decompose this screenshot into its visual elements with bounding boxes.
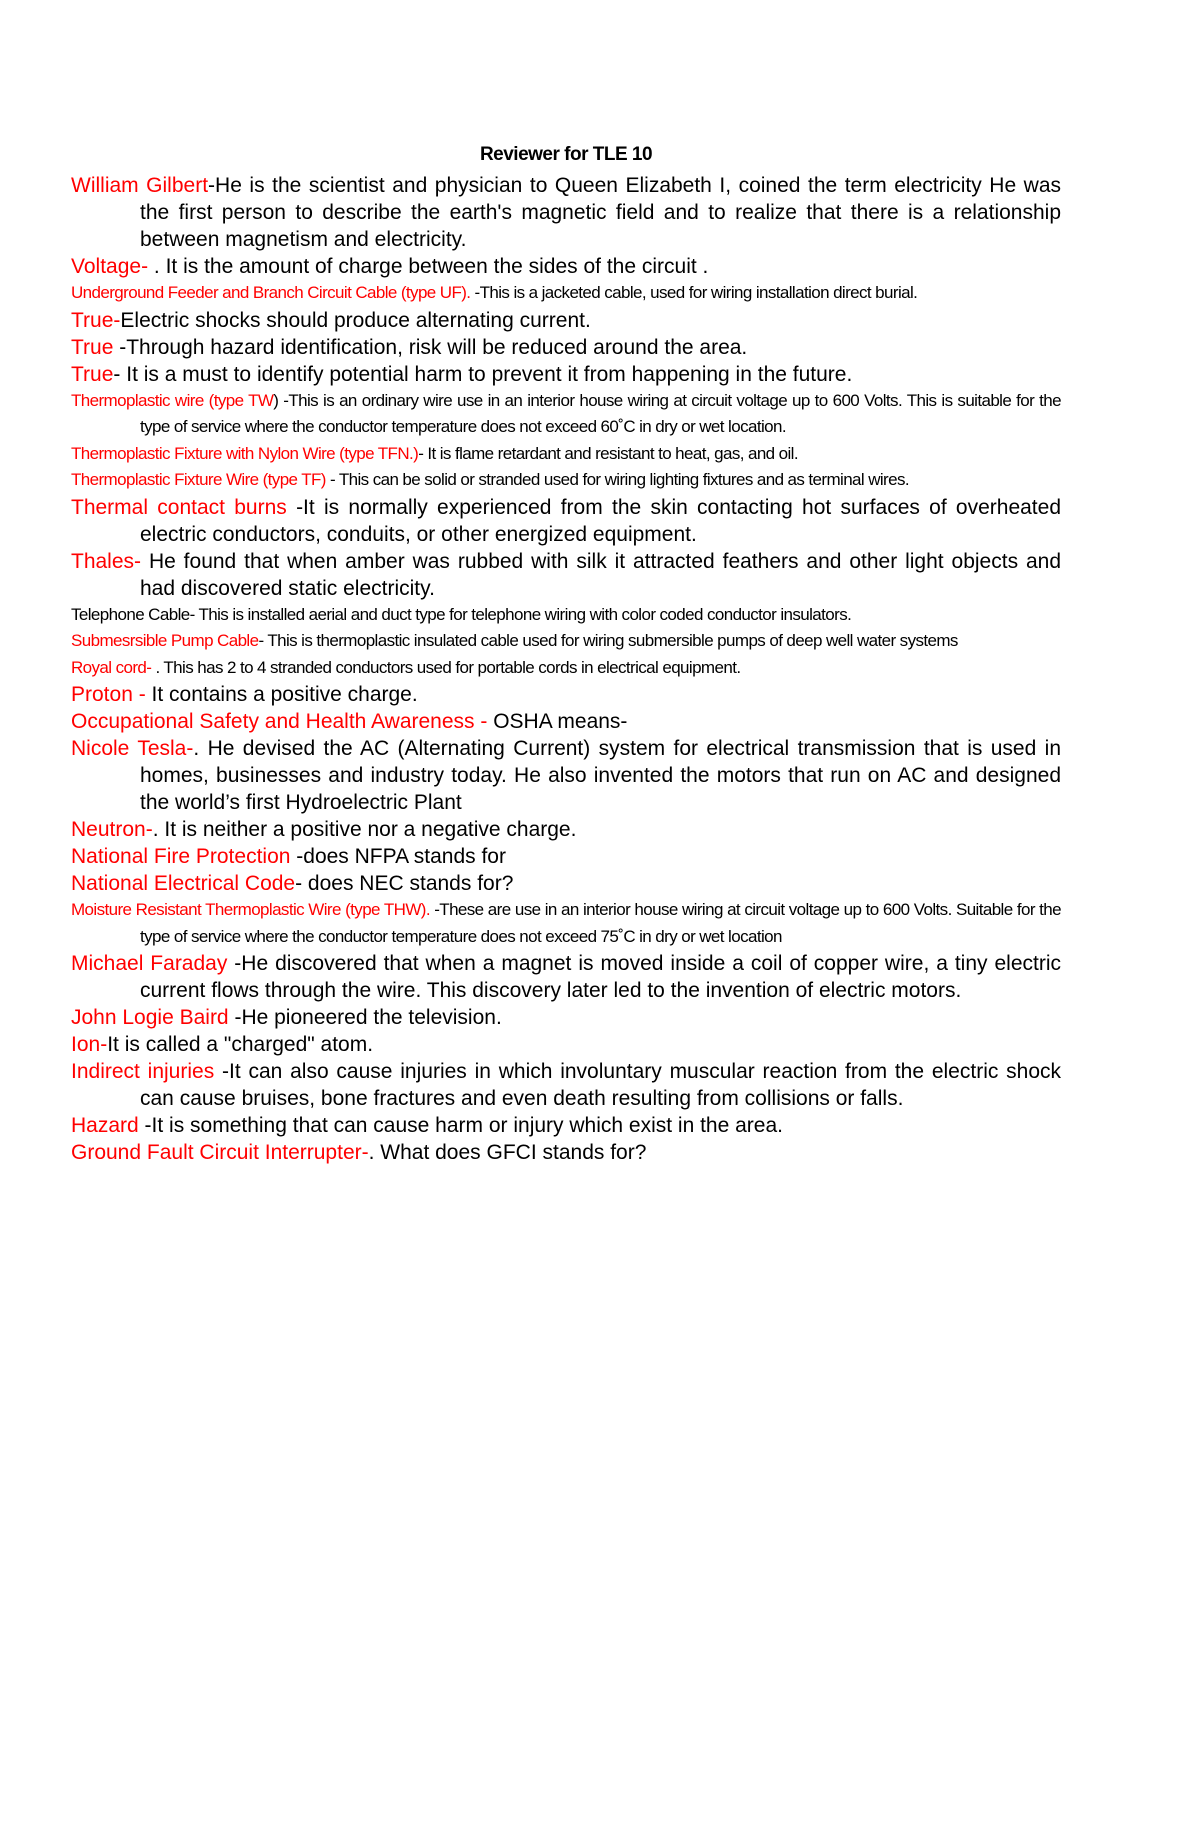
entry-term: Occupational Safety and Health Awareness - — [71, 710, 494, 733]
entry-description: -He pioneered the television. — [234, 1006, 502, 1029]
entry — [71, 172, 1061, 253]
entry-description: He found that when amber was rubbed with silk it attracted feathers and other light objects and had discovered static electricity. — [140, 549, 1062, 600]
entry-term: True — [71, 335, 120, 359]
entry-description: . He devised the AC (Alternating Current) system for electrical transmission that is used in homes, businesses and industry today. He also invented the motors that run on AC and designed the world’s first Hydroelectric Plant — [140, 737, 1062, 814]
entry-term: National Fire Protection — [71, 845, 297, 868]
entry — [71, 334, 1061, 361]
entry-description: ) -This is an ordinary wire use in an interior house wiring at circuit voltage up to 600 Volts. This is suitable for the type of service where the conductor temperature does not exceed 60˚C in dry or wet location. — [140, 390, 1061, 436]
entry-term: Underground Feeder and Branch Circuit Cable (type UF). — [71, 283, 471, 302]
entry-term: True — [71, 362, 114, 386]
entry-description: - It is a must to identify potential harm to prevent it from happening in the future. — [113, 362, 853, 386]
entry-description: - This can be solid or stranded used for wiring lighting fixtures and as terminal wires. — [325, 470, 909, 489]
entry — [71, 628, 1061, 655]
entry-description: . This has 2 to 4 stranded conductors used for portable cords in electrical equipment. — [155, 657, 741, 677]
entry-term: William Gilbert — [71, 174, 209, 197]
entry — [71, 388, 1061, 441]
entry-term: National Electrical Code — [71, 872, 296, 895]
entry-description: - It is flame retardant and resistant to heat, gas, and oil. — [418, 443, 798, 463]
entry-term: Voltage- — [71, 255, 154, 278]
entry-description: -does NFPA stands for — [296, 845, 506, 868]
entry — [71, 280, 1061, 307]
entry — [71, 1058, 1061, 1112]
entry-description: -Through hazard identification, risk will be reduced around the area. — [119, 335, 748, 359]
entry — [71, 1031, 1061, 1058]
document-title: Reviewer for TLE 10 — [479, 144, 653, 165]
entry — [71, 1139, 1061, 1166]
entry — [71, 307, 1061, 334]
entry-term: Thermoplastic wire (type TW — [71, 390, 274, 410]
entry — [71, 602, 1061, 629]
entry-list — [71, 172, 1061, 1166]
entry-term: Ground Fault Circuit Interrupter- — [71, 1141, 369, 1164]
entry-term: Indirect injuries — [71, 1060, 222, 1083]
entry — [71, 441, 1061, 468]
entry-description: . It is the amount of charge between the sides of the circuit . — [153, 255, 709, 278]
entry-description: -This is a jacketed cable, used for wiring installation direct burial. — [470, 283, 918, 302]
entry-description: Electric shocks should produce alternating current. — [120, 308, 591, 332]
entry — [71, 1112, 1061, 1139]
entry-term: Thermal contact burns — [71, 495, 297, 519]
entry-description: -These are use in an interior house wiring at circuit voltage up to 600 Volts. Suitable for the type of service where the conductor temperature does not exceed 75˚C in dry or wet location — [140, 900, 1061, 946]
document-page — [71, 142, 1061, 1166]
entry — [71, 253, 1061, 280]
entry — [71, 494, 1061, 548]
entry — [71, 816, 1061, 843]
entry-term: Thermoplastic Fixture with Nylon Wire (type TFN.) — [71, 443, 419, 463]
entry-description: It contains a positive charge. — [151, 683, 418, 706]
entry-term: Moisture Resistant Thermoplastic Wire (type THW). — [71, 900, 430, 919]
entry-description: - does NEC stands for? — [295, 872, 514, 895]
entry-term: Neutron- — [71, 818, 153, 841]
entry — [71, 897, 1061, 950]
entry-description: -It can also cause injuries in which involuntary muscular reaction from the electric shock can cause bruises, bone fractures and even death resulting from collisions or falls. — [140, 1060, 1062, 1110]
entry-term: Submesrsible Pump Cable — [71, 631, 259, 650]
entry-term: Thales- — [71, 549, 149, 573]
entry — [71, 548, 1061, 602]
entry-description: . What does GFCI stands for? — [368, 1141, 647, 1164]
entry-term: Michael Faraday — [71, 952, 235, 975]
entry-term: Proton - — [71, 683, 152, 706]
entry — [71, 361, 1061, 388]
entry-term: Royal cord- — [71, 657, 156, 677]
entry-term: Hazard — [71, 1114, 145, 1137]
entry — [71, 467, 1061, 494]
entry-description: OSHA means- — [493, 710, 628, 733]
entry-term: True- — [71, 308, 121, 332]
entry — [71, 655, 1061, 682]
entry — [71, 735, 1061, 816]
entry-description: . It is neither a positive nor a negative charge. — [152, 818, 577, 841]
entry-description: -He is the scientist and physician to Queen Elizabeth I, coined the term electricity He was the first person to describe the earth's magnetic field and to realize that there is a relationship between magnetism and electricity. — [140, 174, 1062, 251]
entry — [71, 681, 1061, 708]
entry — [71, 870, 1061, 897]
entry — [71, 843, 1061, 870]
entry-term: Thermoplastic Fixture Wire (type TF) — [71, 470, 326, 489]
entry-description: -It is something that can cause harm or injury which exist in the area. — [144, 1114, 783, 1137]
entry — [71, 1004, 1061, 1031]
entry-description: -He discovered that when a magnet is moved inside a coil of copper wire, a tiny electric current flows through the wire. This discovery later led to the invention of electric motors. — [140, 952, 1061, 1002]
entry-description: -It is normally experienced from the skin contacting hot surfaces of overheated electric conductors, conduits, or other energized equipment. — [140, 495, 1061, 546]
entry-term: Nicole Tesla- — [71, 737, 194, 760]
entry — [71, 950, 1061, 1004]
entry-term: John Logie Baird — [71, 1006, 235, 1029]
entry-term: Ion- — [71, 1033, 108, 1056]
entry — [71, 708, 1061, 735]
entry-description: It is called a "charged" atom. — [107, 1033, 374, 1056]
entry-description: - This is thermoplastic insulated cable used for wiring submersible pumps of deep well water systems — [258, 631, 958, 650]
entry-description: Telephone Cable- This is installed aerial and duct type for telephone wiring with color coded conductor insulators. — [71, 604, 852, 624]
